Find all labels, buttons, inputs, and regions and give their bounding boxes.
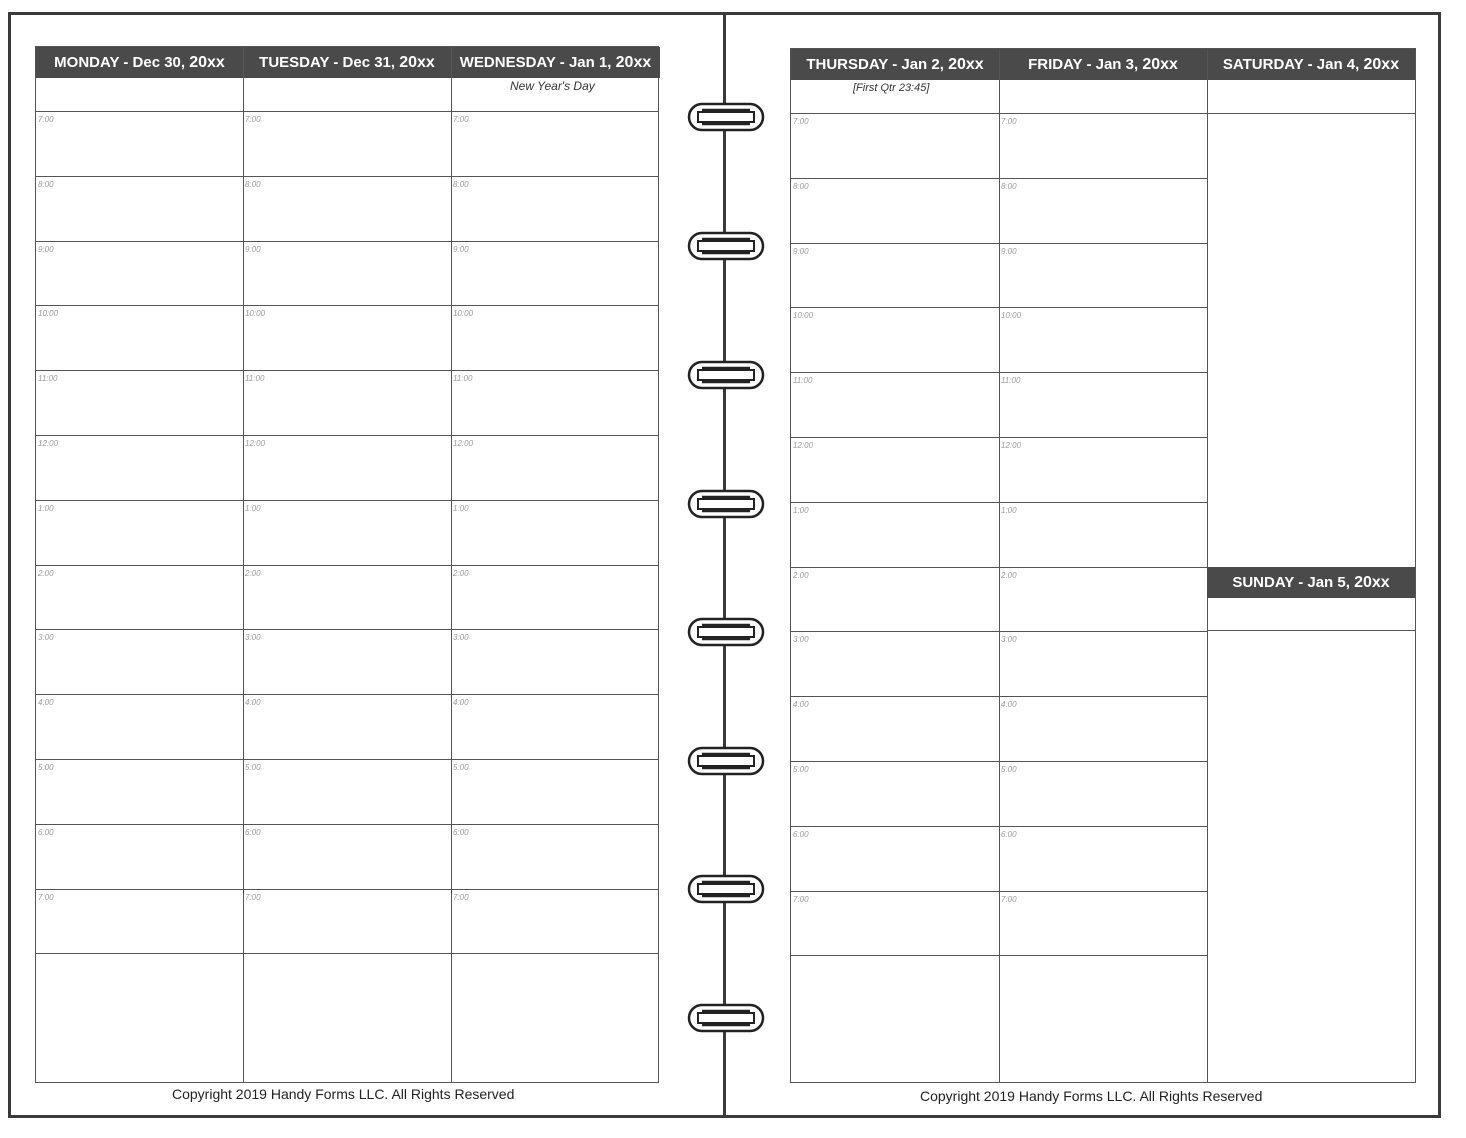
binder-ring-icon	[682, 872, 770, 906]
time-label: 12:00	[38, 439, 59, 448]
time-label: 1:00	[453, 503, 469, 513]
day-year: 20xx	[1354, 574, 1390, 591]
hour-rule	[36, 305, 658, 306]
note-rule	[791, 113, 1415, 114]
binder-ring-icon	[682, 100, 770, 134]
time-label: 9:00	[453, 244, 469, 254]
time-label: 3:00	[1001, 635, 1017, 645]
time-label: 5:00	[453, 763, 469, 772]
copyright-left: Copyright 2019 Handy Forms LLC. All Rights Reserved	[172, 1086, 515, 1102]
time-label: 11:00	[793, 376, 813, 386]
hour-rule	[791, 178, 1207, 179]
time-label: 9:00	[245, 244, 261, 254]
hour-rule	[36, 953, 658, 954]
hour-rule	[791, 502, 1207, 503]
hour-rule	[791, 826, 1207, 827]
time-label: 11:00	[38, 374, 58, 384]
hour-rule	[36, 111, 658, 112]
time-label: 7:00	[1001, 894, 1017, 904]
hour-rule	[36, 629, 658, 630]
hour-rule	[36, 500, 658, 501]
time-label: 1:00	[1001, 505, 1017, 515]
time-label: 2:00	[38, 568, 54, 578]
time-label: 7:00	[245, 115, 261, 124]
time-label: 5:00	[1001, 765, 1017, 774]
column-divider	[1207, 49, 1208, 1082]
time-label: 10:00	[245, 309, 266, 319]
day-year: 20xx	[948, 56, 984, 73]
day-name: FRIDAY - Jan 3,	[1028, 56, 1143, 73]
day-year: 20xx	[399, 54, 435, 71]
hour-rule	[36, 889, 658, 890]
time-label: 11:00	[453, 374, 473, 384]
time-label: 2:00	[1001, 570, 1017, 580]
time-label: 11:00	[245, 374, 265, 384]
time-label: 1:00	[245, 503, 261, 513]
time-label: 8:00	[453, 179, 469, 189]
day-year: 20xx	[615, 54, 652, 71]
binder-spine	[723, 12, 726, 1118]
time-label: 2:00	[453, 568, 469, 578]
time-label: 9:00	[793, 246, 809, 256]
time-label: 4:00	[1001, 700, 1017, 710]
time-label: 2:00	[245, 568, 261, 578]
day-header	[999, 49, 1207, 80]
time-label: 4:00	[245, 698, 261, 708]
time-label: 8:00	[38, 179, 54, 189]
time-label: 8:00	[1001, 181, 1017, 191]
hour-rule	[791, 567, 1207, 568]
time-label: 7:00	[453, 892, 469, 902]
day-year: 20xx	[1363, 56, 1400, 73]
time-label: 8:00	[793, 181, 809, 191]
left-page	[35, 46, 659, 1083]
time-label: 10:00	[793, 311, 814, 321]
time-label: 5:00	[793, 765, 809, 774]
time-label: 7:00	[793, 117, 809, 126]
hour-rule	[791, 631, 1207, 632]
time-label: 9:00	[38, 244, 54, 254]
time-label: 10:00	[38, 309, 59, 319]
day-note: [First Qtr 23:45]	[853, 82, 930, 94]
time-label: 7:00	[1001, 117, 1017, 126]
day-name: WEDNESDAY - Jan 1,	[459, 54, 616, 71]
hour-rule	[36, 435, 658, 436]
time-label: 8:00	[245, 179, 261, 189]
time-label: 10:00	[1001, 311, 1022, 321]
time-label: 2:00	[793, 570, 809, 580]
hour-rule	[791, 891, 1207, 892]
time-label: 6:00	[1001, 829, 1017, 839]
time-label: 1:00	[793, 505, 809, 515]
day-header	[791, 49, 999, 80]
time-label: 12:00	[245, 439, 266, 448]
day-header	[36, 47, 243, 78]
time-label: 3:00	[38, 633, 54, 643]
day-name: SATURDAY - Jan 4,	[1222, 56, 1364, 73]
day-name: SUNDAY - Jan 5,	[1232, 574, 1355, 591]
time-label: 5:00	[38, 763, 54, 772]
time-label: 7:00	[793, 894, 809, 904]
binder-ring-icon	[682, 229, 770, 263]
day-name: THURSDAY - Jan 2,	[806, 56, 949, 73]
time-label: 4:00	[793, 700, 809, 710]
time-label: 3:00	[793, 635, 809, 645]
sunday-note-rule	[1207, 630, 1415, 631]
binder-ring-icon	[682, 615, 770, 649]
time-label: 6:00	[245, 827, 261, 837]
time-label: 10:00	[453, 309, 474, 319]
hour-rule	[36, 176, 658, 177]
time-label: 4:00	[38, 698, 54, 708]
day-header	[451, 47, 660, 78]
time-label: 4:00	[453, 698, 469, 708]
copyright-right: Copyright 2019 Handy Forms LLC. All Rights Reserved	[920, 1088, 1263, 1104]
binder-ring-icon	[682, 487, 770, 521]
time-label: 7:00	[453, 115, 469, 124]
binder-ring-icon	[682, 744, 770, 778]
hour-rule	[36, 241, 658, 242]
hour-rule	[791, 696, 1207, 697]
time-label: 7:00	[245, 892, 261, 902]
day-year: 20xx	[1142, 56, 1178, 73]
time-label: 12:00	[453, 439, 474, 448]
time-label: 5:00	[245, 763, 261, 772]
binder-ring-icon	[682, 358, 770, 392]
hour-rule	[791, 307, 1207, 308]
day-header	[1207, 49, 1415, 80]
time-label: 12:00	[793, 441, 814, 450]
binder-ring-icon	[682, 1001, 770, 1035]
day-header	[243, 47, 451, 78]
right-page	[790, 48, 1416, 1083]
hour-rule	[791, 372, 1207, 373]
time-label: 9:00	[1001, 246, 1017, 256]
time-label: 6:00	[793, 829, 809, 839]
sunday-header	[1207, 567, 1415, 598]
day-name: MONDAY - Dec 30,	[54, 54, 190, 71]
hour-rule	[36, 824, 658, 825]
hour-rule	[791, 761, 1207, 762]
time-label: 7:00	[38, 892, 54, 902]
day-note: New Year's Day	[510, 79, 595, 93]
hour-rule	[36, 694, 658, 695]
time-label: 12:00	[1001, 441, 1022, 450]
time-label: 1:00	[38, 503, 54, 513]
hour-rule	[791, 243, 1207, 244]
time-label: 3:00	[245, 633, 261, 643]
day-year: 20xx	[189, 54, 225, 71]
hour-rule	[36, 370, 658, 371]
hour-rule	[791, 437, 1207, 438]
hour-rule	[36, 759, 658, 760]
hour-rule	[791, 955, 1207, 956]
time-label: 6:00	[453, 827, 469, 837]
time-label: 11:00	[1001, 376, 1021, 386]
time-label: 6:00	[38, 827, 54, 837]
time-label: 7:00	[38, 115, 54, 124]
hour-rule	[36, 565, 658, 566]
time-label: 3:00	[453, 633, 469, 643]
column-divider	[999, 49, 1000, 1082]
day-name: TUESDAY - Dec 31,	[259, 54, 400, 71]
